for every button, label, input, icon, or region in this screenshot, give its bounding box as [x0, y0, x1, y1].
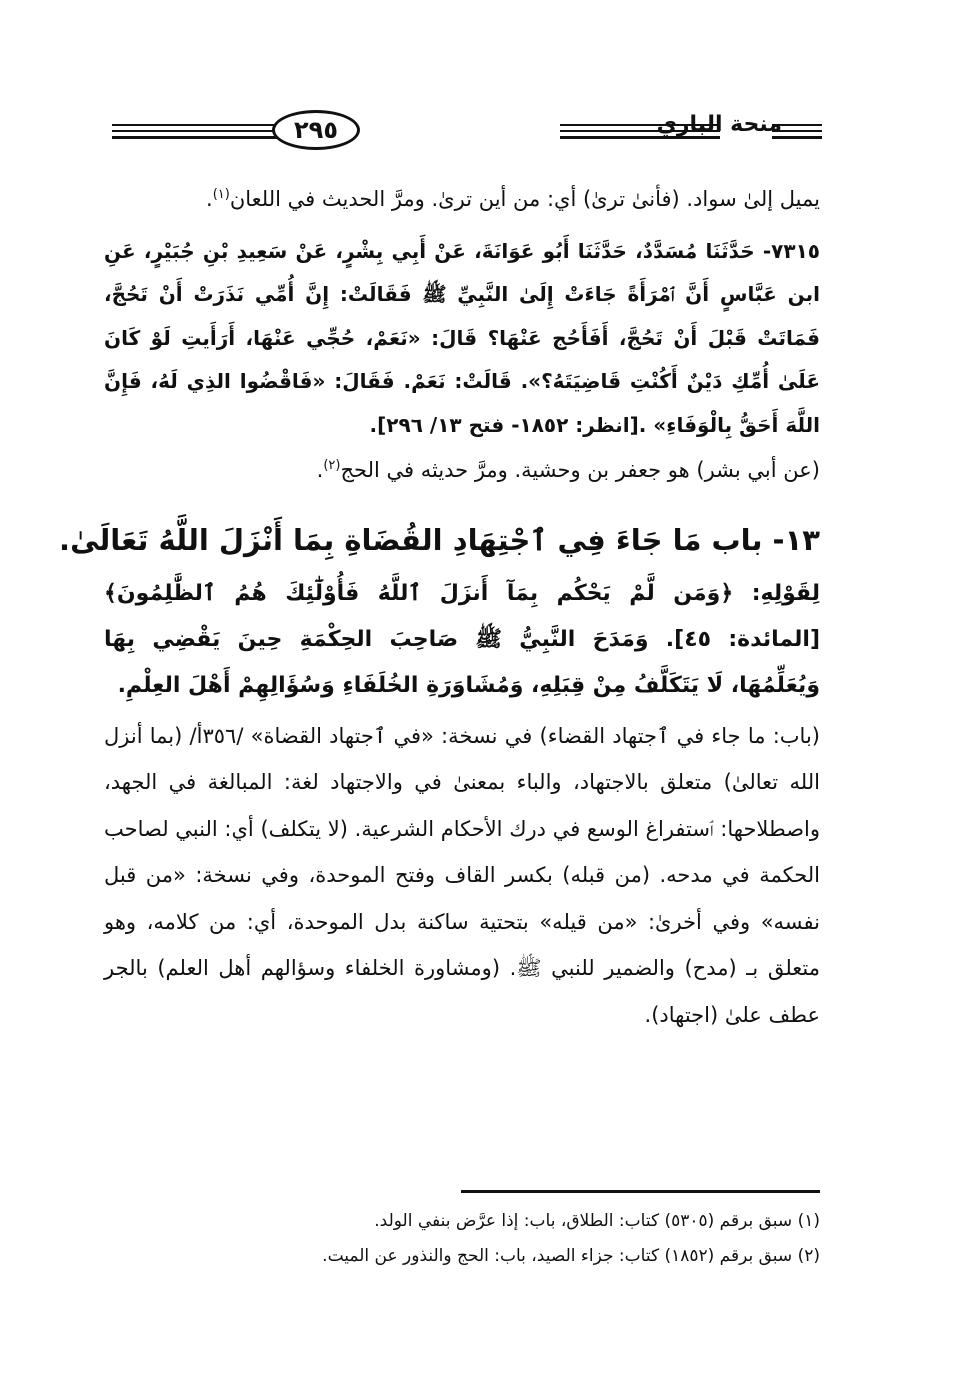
chapter-heading: ١٣- باب مَا جَاءَ فِي ٱجْتِهَادِ القُضَاةِ بِمَا أَنْزَلَ اللَّهُ تَعَالَىٰ. — [59, 522, 820, 557]
footnote-item: (١) سبق برقم (٥٣٠٥) كتاب: الطلاق، باب: إذا عرَّض بنفي الولد. — [374, 1211, 820, 1231]
footnote-marker[interactable]: (٢) — [323, 458, 341, 473]
main-text — [59, 178, 821, 1038]
footnote-marker[interactable]: (١) — [212, 187, 230, 202]
note-paragraph — [104, 449, 820, 493]
hadith-paragraph: ٧٣١٥- حَدَّثَنَا مُسَدَّدٌ، حَدَّثَنَا أَبُو عَوَانَةَ، عَنْ أَبِي بِشْرٍ، عَنْ سَعِيدِ بْنِ جُبَيْرٍ، عَنِ ابن عَبَّاسٍ أَنَّ ٱمْرَأَةً جَاءَتْ إِلَىٰ النَّبِيِّ ﷺ فَقَالَتْ: إِنَّ أُمِّي نَذَرَتْ أَنْ تَحُجَّ، فَمَاتَتْ قَبْلَ أَنْ تَحُجَّ، أَفَأَحُج عَنْهَا؟ قَالَ: «نَعَمْ، حُجِّي عَنْهَا، أَرَأَيتِ لَوْ كَانَ عَلَىٰ أُمِّكِ دَيْنٌ أَكُنْتِ قَاضِيَتَهُ؟». قَالَتْ: نَعَمْ. فَقَالَ: «فَاقْضُوا الذِي لَهُ، فَإِنَّ اللَّهَ أَحَقُّ بِالْوَفَاءِ» .[انظر: ١٨٥٢- فتح ١٣/ ٢٩٦]. — [104, 238, 820, 437]
page-header — [112, 108, 822, 154]
running-title: منحة الباري — [656, 112, 782, 137]
commentary-text: يميل إلىٰ سواد. (فأنىٰ ترىٰ) أي: من أين ترىٰ. ومرَّ الحديث في اللعان — [229, 187, 820, 211]
commentary-paragraph — [104, 178, 820, 222]
footnote-separator — [461, 1190, 820, 1193]
explanation-paragraph: (باب: ما جاء في ٱجتهاد القضاء) في نسخة: «في ٱجتهاد القضاة» /٣٥٦أ/ (بما أنزل الله تعالىٰ) متعلق بالاجتهاد، والباء بمعنىٰ في والاجتهاد لغة: المبالغة في الجهد، واصطلاحها: ٱستفراغ الوسع في درك الأحكام الشرعية. (لا يتكلف) أي: النبي لصاحب الحكمة في مدحه. (من قبله) بكسر القاف وفتح الموحدة، وفي نسخة: «من قبل نفسه» وفي أخرىٰ: «من قيله» بتحتية ساكنة بدل الموحدة، أي: من كلامه، وهو متعلق بـ (مدح) والضمير للنبي ﷺ. (ومشاورة الخلفاء وسؤالهم أهل العلم) بالجر عطف علىٰ (اجتهاد). — [104, 723, 820, 1027]
footnotes — [104, 1204, 820, 1274]
chapter-text: لِقَوْلِهِ: ﴿وَمَن لَّمْ يَحْكُم بِمَآ أَنزَلَ ٱللَّهُ فَأُوْلَٰٓئِكَ هُمُ ٱلظَّٰلِمُونَ﴾ [المائدة: ٤٥]. وَمَدَحَ النَّبِيُّ ﷺ صَاحِبَ الحِكْمَةِ حِينَ يَقْضِي بِهَا وَيُعَلِّمُهَا، لَا يَتَكَلَّفُ مِنْ قِبَلِهِ، وَمُشَاوَرَةِ الخُلَفَاءِ وَسُؤَالِهِمْ أَهْلَ العِلْمِ. — [104, 580, 821, 698]
punctuation: . — [316, 458, 324, 482]
note-text: (عن أبي بشر) هو جعفر بن وحشية. ومرَّ حديثه في الحج — [340, 458, 820, 482]
footnote-item: (٢) سبق برقم (١٨٥٢) كتاب: جزاء الصيد، باب: الحج والنذور عن الميت. — [322, 1246, 820, 1266]
page-number: ٢٩٥ — [272, 110, 360, 150]
punctuation: . — [206, 187, 213, 211]
